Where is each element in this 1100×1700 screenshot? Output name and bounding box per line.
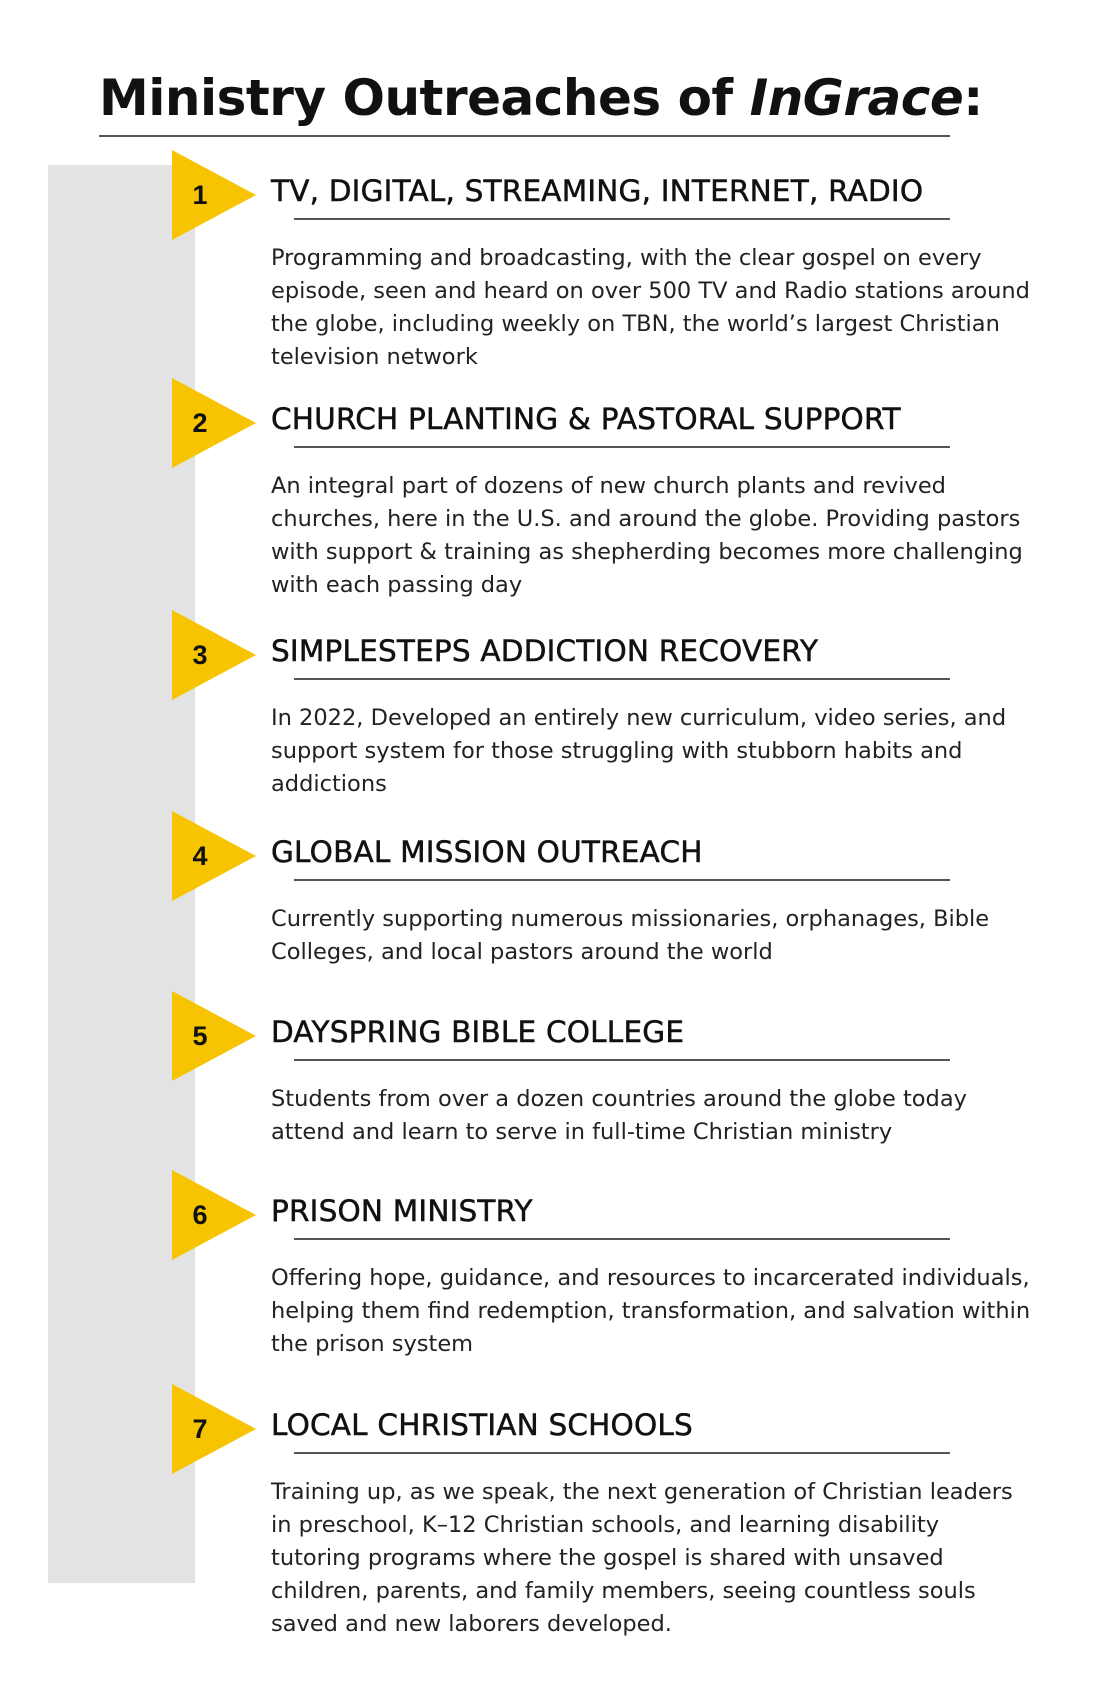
item-heading: DAYSPRING BIBLE COLLEGE (271, 1015, 685, 1049)
title-divider (99, 135, 950, 137)
heading-divider (294, 1059, 950, 1061)
item-heading: GLOBAL MISSION OUTREACH (271, 835, 703, 869)
item-number: 1 (192, 180, 208, 210)
item-description: Currently supporting numerous missionaries, orphanages, Bible Colleges, and local pastors around the world (271, 906, 990, 965)
item-number: 5 (192, 1021, 208, 1051)
item-number: 3 (192, 640, 208, 670)
item-heading: CHURCH PLANTING & PASTORAL SUPPORT (271, 402, 901, 436)
item-heading: TV, DIGITAL, STREAMING, INTERNET, RADIO (271, 174, 924, 208)
item-description: Training up, as we speak, the next generation of Christian leaders in preschool, K–12 Christian schools, and learning disability tutoring programs where the gospel is shared with unsaved children, parents, and family members, seeing countless souls saved and new laborers developed. (271, 1479, 1013, 1637)
heading-divider (294, 218, 950, 220)
item-description: Students from over a dozen countries around the globe today attend and learn to serve in full-time Christian ministry (271, 1086, 967, 1145)
item-description: Offering hope, guidance, and resources to incarcerated individuals, helping them find redemption, transformation, and salvation within the prison system (271, 1265, 1031, 1357)
item-description: In 2022, Developed an entirely new curriculum, video series, and support system for those struggling with stubborn habits and addictions (271, 705, 1007, 797)
heading-divider (294, 1238, 950, 1240)
title-main: Ministry Outreaches of (99, 69, 750, 127)
heading-divider (294, 678, 950, 680)
item-heading: PRISON MINISTRY (271, 1194, 533, 1228)
item-number: 7 (192, 1414, 208, 1444)
title-colon: : (963, 69, 983, 127)
item-number: 2 (192, 408, 208, 438)
item-description: Programming and broadcasting, with the clear gospel on every episode, seen and heard on over 500 TV and Radio stations around the globe, including weekly on TBN, the world’s largest Christian television network (271, 245, 1030, 370)
item-description: An integral part of dozens of new church plants and revived churches, here in the U.S. and around the globe. Providing pastors with support & training as shepherding becomes more challenging with each passing day (271, 473, 1023, 598)
item-number: 6 (192, 1200, 208, 1230)
item-heading: SIMPLESTEPS ADDICTION RECOVERY (271, 634, 819, 668)
title-brand: InGrace (749, 69, 964, 127)
item-heading: LOCAL CHRISTIAN SCHOOLS (271, 1408, 693, 1442)
item-number: 4 (192, 841, 208, 871)
heading-divider (294, 879, 950, 881)
heading-divider (294, 446, 950, 448)
heading-divider (294, 1452, 950, 1454)
page-title (99, 62, 983, 134)
